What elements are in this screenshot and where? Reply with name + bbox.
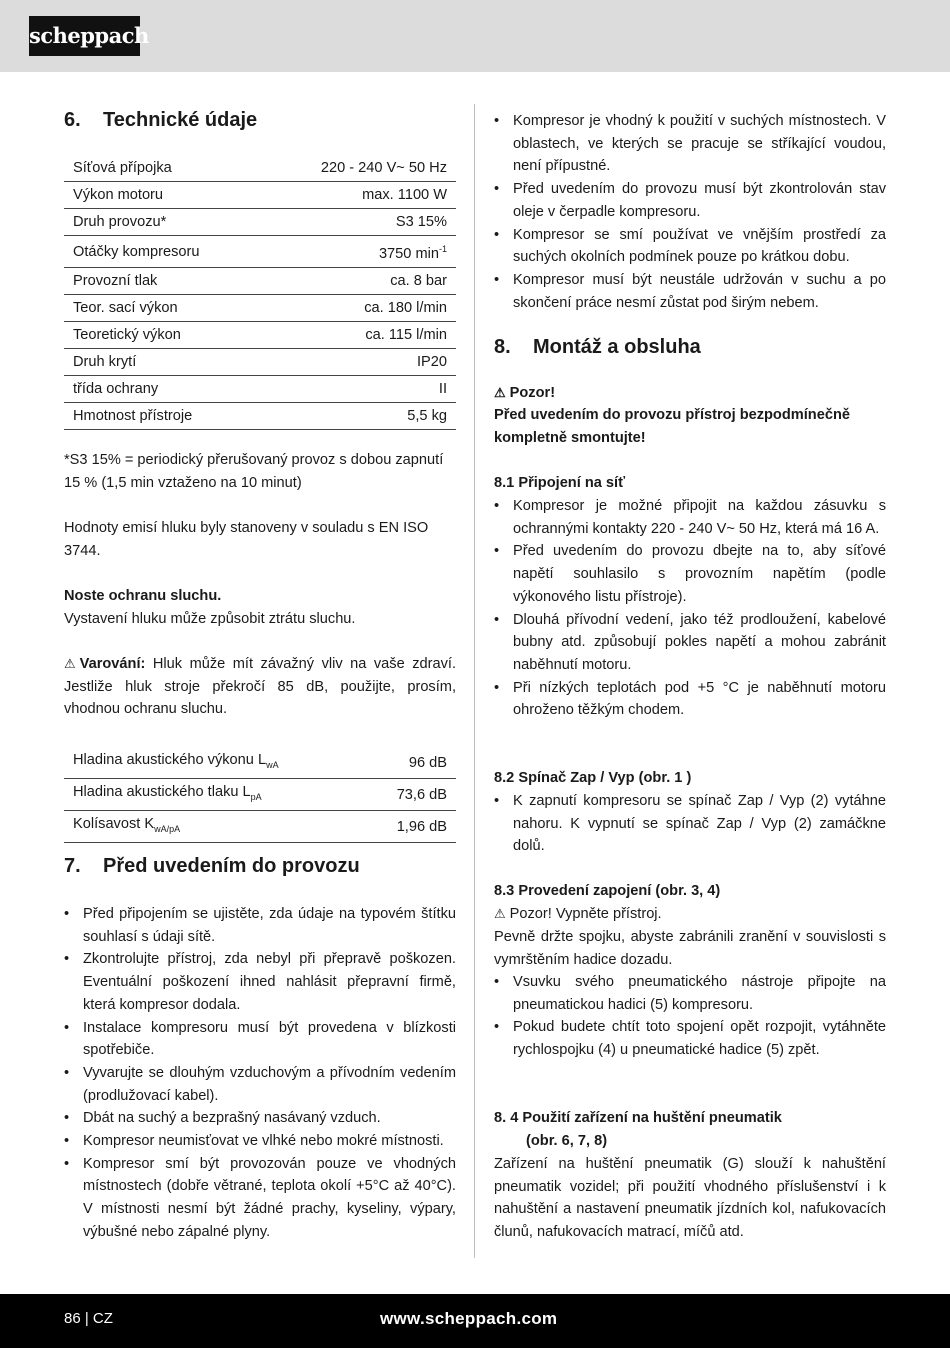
spec-row [64, 182, 456, 209]
page-footer [0, 1294, 950, 1348]
spec-value-text: 3750 min [378, 246, 439, 262]
subsection-8-4-text: Zařízení na huštění pneumatik (G) slouží k nahuštění pneumatik vozidel; při použití vhodného příslušenství i k nahuštění a nastavení pneumatik jízdních kol, nafukovacích člunů, nafukovacích matrací, míčů atd. [494, 1156, 886, 1241]
warning-triangle-icon: ⚠ [64, 656, 76, 671]
subsection-8-4-title: 8. 4 Použití zařízení na huštění pneumatik [494, 1110, 782, 1126]
section-number: 6. [64, 109, 81, 131]
spec-value [260, 268, 456, 295]
warning-text: Pozor! Vypněte přístroj. [509, 906, 662, 922]
technical-data-table [64, 155, 456, 430]
spec-label: Provozní tlak [64, 268, 260, 295]
page-number: 86 | CZ [64, 1310, 113, 1327]
spec-value [260, 322, 456, 349]
spec-value-text: ca. 180 l/min [364, 300, 447, 316]
dry-room-list [494, 110, 886, 314]
noise-row [64, 811, 456, 843]
noise-label-text: Hladina akustického tlaku L [73, 784, 251, 800]
spec-label: Síťová přípojka [64, 155, 260, 182]
list-item: • Kompresor je vhodný k použití v suchých místnostech. V oblastech, ve kterých se pracuje se stříkající voudou, není přípustné. [494, 110, 886, 178]
scheppach-logo [29, 16, 149, 56]
ear-protection-title: Noste ochranu sluchu. [64, 588, 222, 604]
spec-row [64, 295, 456, 322]
spec-label: Druh provozu* [64, 209, 260, 236]
noise-label [64, 811, 364, 843]
spec-label: Teoretický výkon [64, 322, 260, 349]
spec-row [64, 209, 456, 236]
spec-value-text: S3 15% [395, 214, 447, 230]
noise-row [64, 779, 456, 811]
column-divider [474, 104, 475, 1258]
noise-row [64, 747, 456, 779]
section-number: 8. [494, 336, 511, 358]
ear-protection-text: Vystavení hluku může způsobit ztrátu sluchu. [64, 611, 356, 627]
list-item: • Kompresor se smí používat ve vnějším prostředí za suchých okolních podmínek pouze po krátkou dobu. [494, 224, 886, 269]
list-item: • Před připojením se ujistěte, zda údaje na typovém štítku souhlasí s údaji sítě. [64, 903, 456, 948]
spec-value [260, 349, 456, 376]
subsection-8-3-warning [494, 903, 886, 926]
list-item: • Vyvarujte se dlouhým vzduchovým a přívodním vedením (prodlužovací kabel). [64, 1062, 456, 1107]
spec-value-text: IP20 [416, 354, 447, 370]
warning-label: Varování: [79, 656, 146, 672]
list-item: • Kompresor neumisťovat ve vlhké nebo mokré místnosti. [64, 1130, 456, 1153]
emission-note: Hodnoty emisí hluku byly stanoveny v souladu s EN ISO 3744. [64, 520, 429, 559]
list-item: • Kompresor smí být provozován pouze ve vhodných místnostech (dobře větrané, teplota okolí +5°C až 40°C). V místnosti nesmí být žádné prachy, kyseliny, výpary, výbušné nebo zápalné plyny. [64, 1153, 456, 1244]
warning-paragraph [64, 653, 456, 721]
spec-value-text: ca. 115 l/min [365, 327, 447, 343]
noise-table [64, 747, 456, 843]
spec-value [260, 376, 456, 403]
spec-label: Teor. sací výkon [64, 295, 260, 322]
noise-label [64, 779, 364, 811]
spec-row [64, 155, 456, 182]
spec-value-text: II [438, 381, 447, 397]
spec-row [64, 376, 456, 403]
spec-label: třída ochrany [64, 376, 260, 403]
subsection-8-3-list [494, 971, 886, 1062]
list-item: • Dbát na suchý a bezprašný nasávaný vzduch. [64, 1107, 456, 1130]
list-item: • Před uvedením do provozu musí být zkontrolován stav oleje v čerpadle kompresoru. [494, 178, 886, 223]
spec-value [260, 182, 456, 209]
list-item: • Vsuvku svého pneumatického nástroje připojte na pneumatickou hadici (5) kompresoru. [494, 971, 886, 1016]
noise-label-subscript: wA/pA [154, 824, 181, 834]
subsection-8-2-title: 8.2 Spínač Zap / Vyp (obr. 1 ) [494, 770, 692, 786]
noise-value: 96 dB [364, 747, 456, 779]
subsection-8-1-list [494, 495, 886, 722]
list-item: • Instalace kompresoru musí být provedena v blízkosti spotřebiče. [64, 1017, 456, 1062]
warning-triangle-icon: ⚠ [494, 385, 506, 400]
list-item: • Kompresor musí být neustále udržován v suchu a po skončení práce nesmí zůstat pod širým nebem. [494, 269, 886, 314]
spec-label: Druh krytí [64, 349, 260, 376]
spec-row [64, 349, 456, 376]
logo-text: scheppach [29, 23, 149, 48]
list-item: • Před uvedením do provozu dbejte na to, aby síťové napětí souhlasilo s provozním napětím (podle výkonového listu přístroje). [494, 540, 886, 608]
spec-value-text: max. 1100 W [362, 187, 447, 203]
spec-value [260, 236, 456, 268]
section-title: Montáž a obsluha [533, 336, 701, 358]
caution-label: Pozor! [509, 385, 556, 401]
spec-value-text: 5,5 kg [407, 408, 447, 424]
list-item: • Při nízkých teplotách pod +5 °C je naběhnutí motoru ohroženo těžkým chodem. [494, 677, 886, 722]
section-title: Před uvedením do provozu [103, 855, 360, 877]
spec-value [260, 295, 456, 322]
list-item: • K zapnutí kompresoru se spínač Zap / Vyp (2) vytáhne nahoru. K vypnutí se spínač Zap / Vyp (2) zamáčkne dolů. [494, 790, 886, 858]
spec-value [260, 155, 456, 182]
spec-label: Výkon motoru [64, 182, 260, 209]
list-item: • Pokud budete chtít toto spojení opět rozpojit, vytáhněte rychlospojku (4) u pneumatické hadice (5) zpět. [494, 1016, 886, 1061]
spec-value-text: 220 - 240 V~ 50 Hz [320, 160, 447, 176]
section-title: Technické údaje [103, 109, 258, 131]
noise-label-text: Hladina akustického výkonu L [73, 752, 267, 768]
spec-label: Hmotnost přístroje [64, 403, 260, 430]
section-6-heading [64, 107, 257, 133]
section-number: 7. [64, 855, 81, 877]
section-7-list [64, 903, 456, 1244]
spec-value [260, 403, 456, 430]
spec-label: Otáčky kompresoru [64, 236, 260, 268]
noise-value: 1,96 dB [364, 811, 456, 843]
footnote: *S3 15% = periodický přerušovaný provoz s dobou zapnutí 15 % (1,5 min vztaženo na 10 minut) [64, 452, 444, 491]
noise-value: 73,6 dB [364, 779, 456, 811]
subsection-8-4-title-continued: (obr. 6, 7, 8) [526, 1133, 608, 1149]
caution-line [494, 382, 886, 405]
noise-label-subscript: pA [250, 792, 262, 802]
website-link[interactable]: www.scheppach.com [380, 1309, 558, 1328]
section-8-heading [494, 334, 701, 360]
list-item: • Dlouhá přívodní vedení, jako též prodloužení, kabelové bubny atd. způsobují pokles napětí a mohou zabránit naběhnutí motoru. [494, 609, 886, 677]
subsection-8-1-title: 8.1 Připojení na síť [494, 475, 626, 491]
page-header [0, 0, 950, 72]
spec-value-text: ca. 8 bar [390, 273, 447, 289]
spec-row [64, 403, 456, 430]
subsection-8-3-text: Pevně držte spojku, abyste zabránili zranění v souvislosti s vymrštěním hadice dozadu. [494, 929, 886, 968]
noise-label-text: Kolísavost K [73, 816, 155, 832]
spec-row [64, 268, 456, 295]
subsection-8-2-list [494, 790, 886, 858]
caution-text: Před uvedením do provozu přístroj bezpodmínečně kompletně smontujte! [494, 407, 850, 446]
spec-row [64, 322, 456, 349]
noise-label-subscript: wA [266, 760, 279, 770]
section-7-heading [64, 853, 360, 879]
noise-label [64, 747, 364, 779]
list-item: • Kompresor je možné připojit na každou zásuvku s ochrannými kontakty 220 - 240 V~ 50 Hz, která má 16 A. [494, 495, 886, 540]
warning-triangle-icon: ⚠ [494, 906, 506, 921]
subsection-8-3-title: 8.3 Provedení zapojení (obr. 3, 4) [494, 883, 721, 899]
spec-value [260, 209, 456, 236]
list-item: • Zkontrolujte přístroj, zda nebyl při přepravě poškozen. Eventuální poškození ihned nahlásit přepravní firmě, která kompresor dodala. [64, 948, 456, 1016]
spec-row [64, 236, 456, 268]
warning-text: Hluk může mít závažný vliv na vaše zdraví. Jestliže hluk stroje překročí 85 dB, použijte, prosím, vhodnou ochranu sluchu. [64, 656, 457, 718]
spec-unit-exponent: -1 [438, 244, 447, 254]
